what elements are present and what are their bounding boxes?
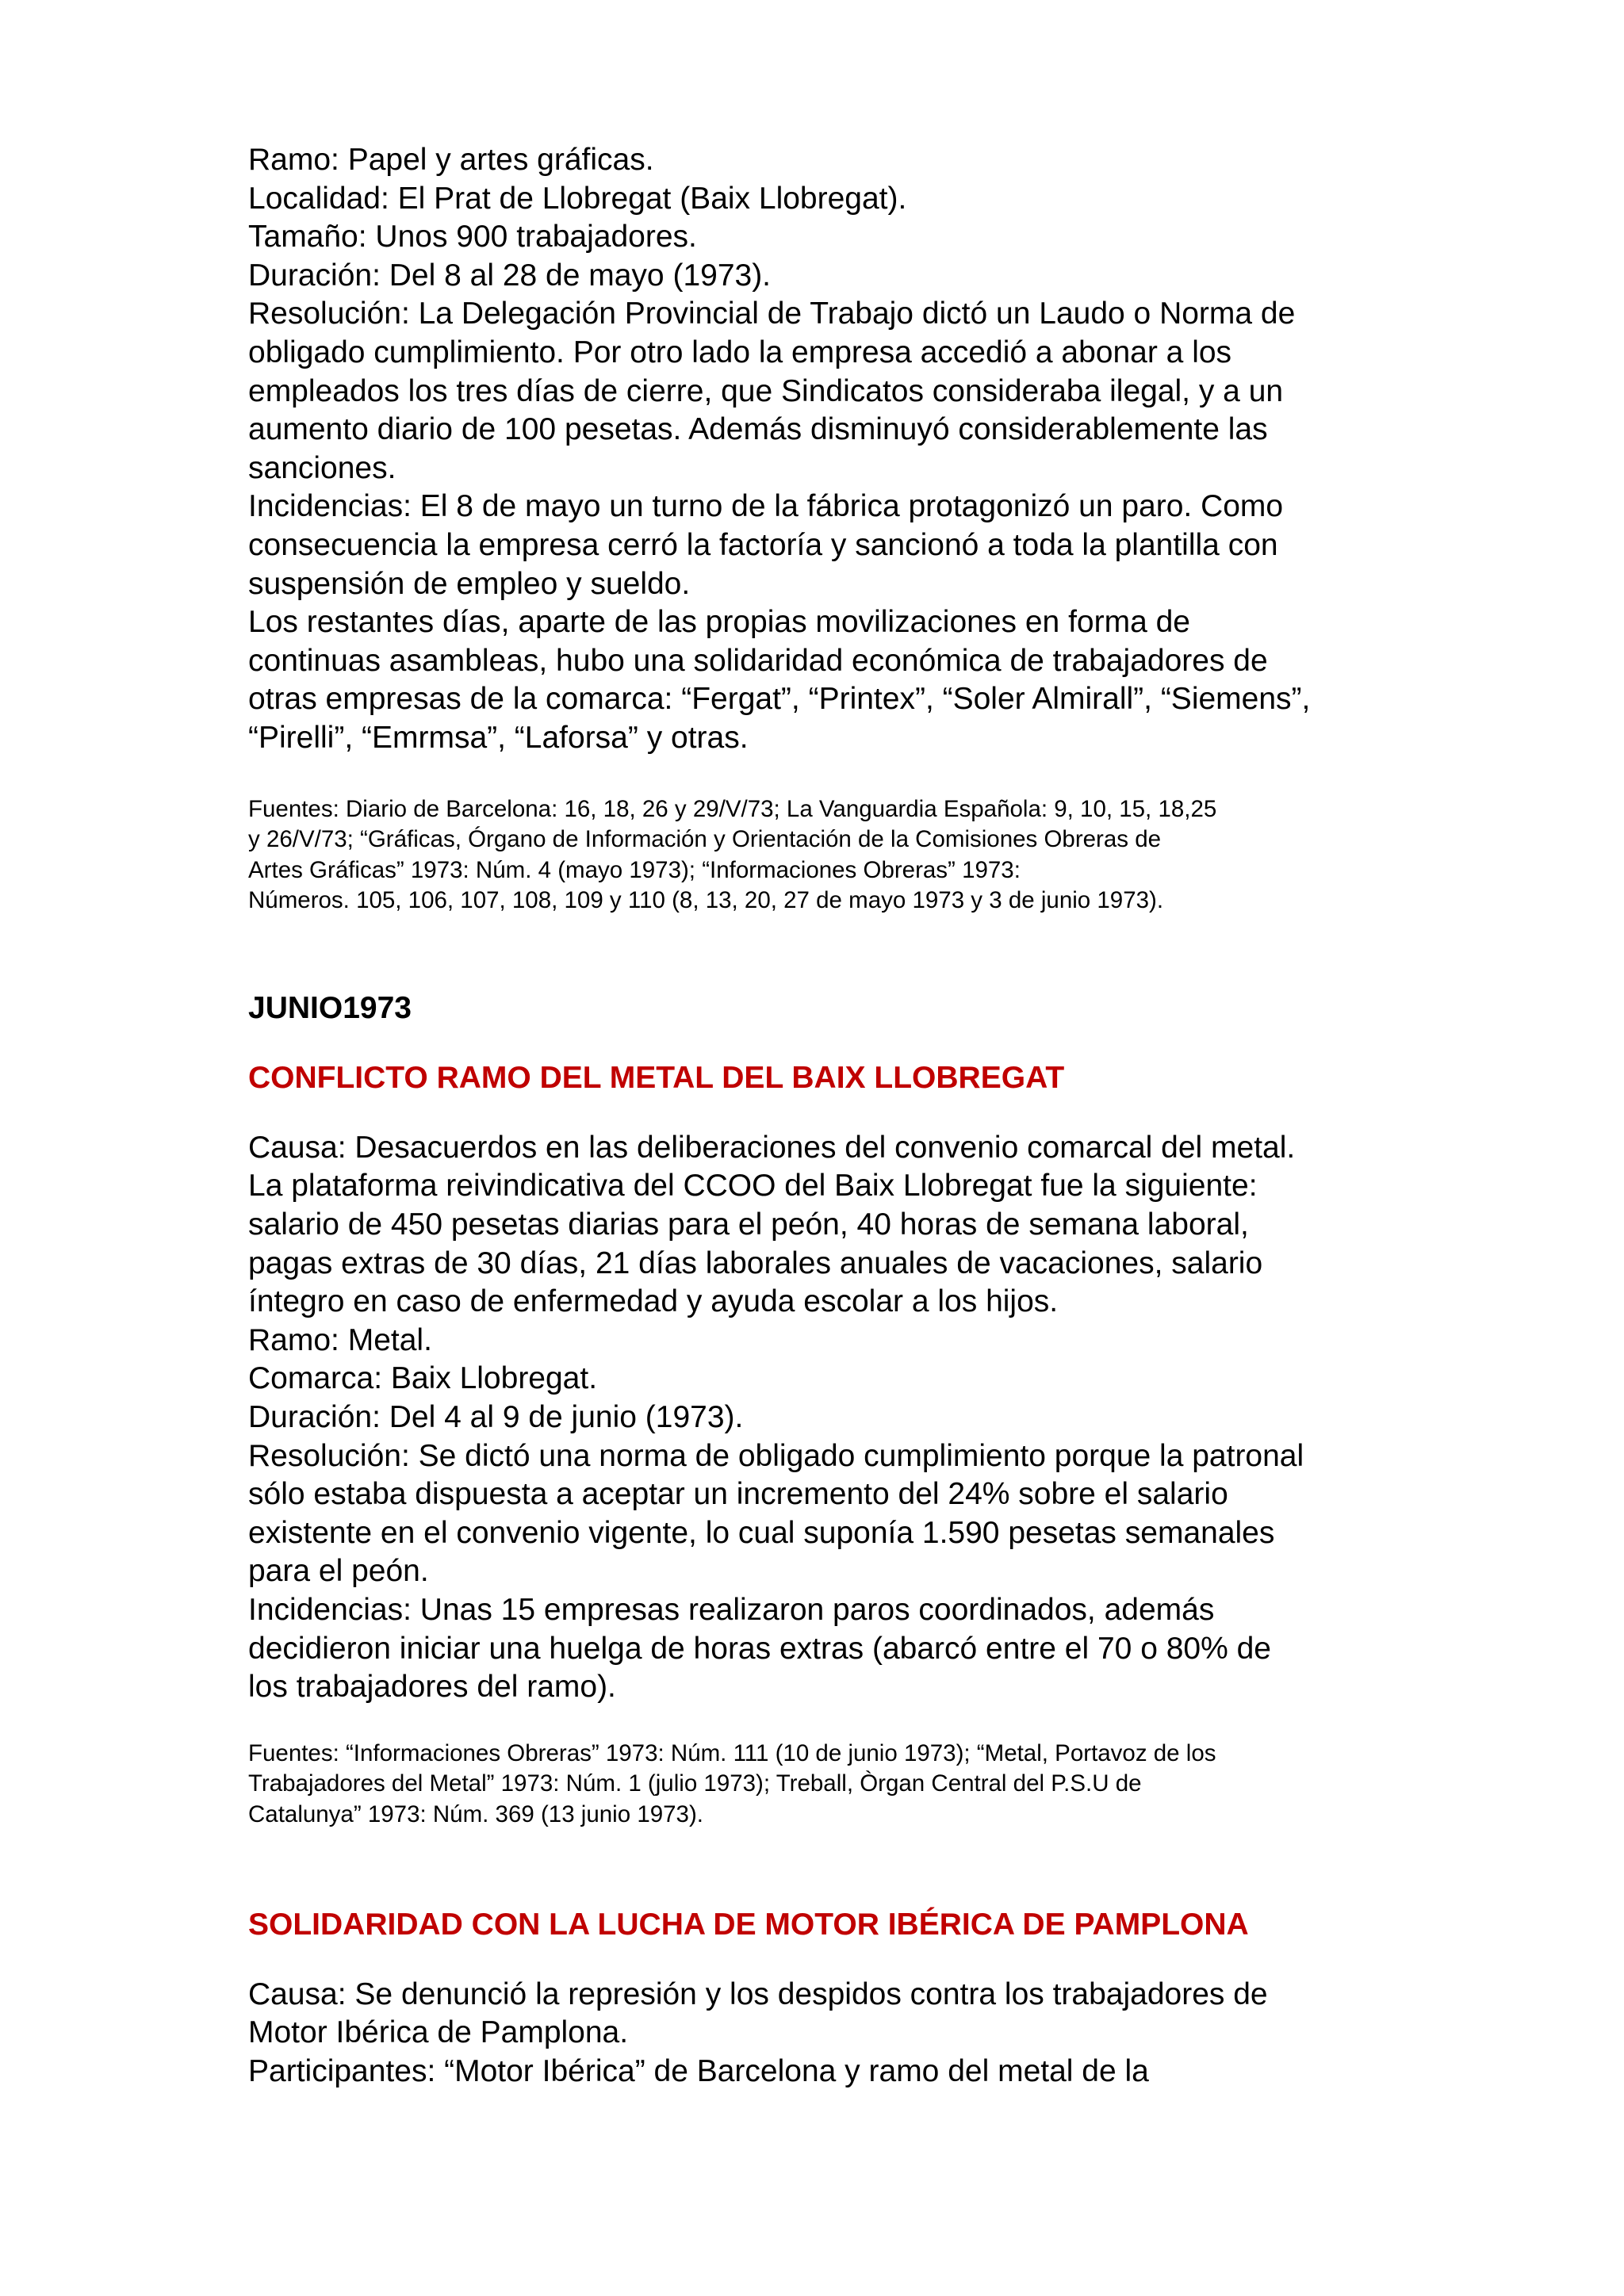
body-line: aumento diario de 100 pesetas. Además disminuyó considerablemente las: [248, 412, 1268, 447]
body-line: Incidencias: El 8 de mayo un turno de la fábrica protagonizó un paro. Como: [248, 489, 1284, 524]
section-title-metal: CONFLICTO RAMO DEL METAL DEL BAIX LLOBREGAT: [248, 1060, 1065, 1095]
body-line: Duración: Del 8 al 28 de mayo (1973).: [248, 258, 772, 293]
body-line: La plataforma reivindicativa del CCOO del Baix Llobregat fue la siguiente:: [248, 1169, 1258, 1203]
body-line: decidieron iniciar una huelga de horas extras (abarcó entre el 70 o 80% de: [248, 1631, 1271, 1666]
body-line: Causa: Se denunció la represión y los despidos contra los trabajadores de: [248, 1976, 1268, 2011]
sources-line: y 26/V/73; “Gráficas, Órgano de Información y Orientación de la Comisiones Obreras de: [248, 826, 1162, 853]
body-line: Resolución: Se dictó una norma de obligado cumplimiento porque la patronal: [248, 1438, 1304, 1473]
body-line: Incidencias: Unas 15 empresas realizaron paros coordinados, además: [248, 1593, 1215, 1627]
sources-metal: [248, 1739, 1398, 1831]
body-line: suspensión de empleo y sueldo.: [248, 566, 691, 601]
body-line: consecuencia la empresa cerró la factoría y sancionó a toda la plantilla con: [248, 527, 1278, 562]
body-line: Los restantes días, aparte de las propias movilizaciones en forma de: [248, 605, 1190, 640]
sources-line: Fuentes: Diario de Barcelona: 16, 18, 26 y 29/V/73; La Vanguardia Española: 9, 10, 15, 18,25: [248, 795, 1217, 822]
body-line: existente en el convenio vigente, lo cual suponía 1.590 pesetas semanales: [248, 1515, 1275, 1550]
body-line: íntegro en caso de enfermedad y ayuda escolar a los hijos.: [248, 1284, 1059, 1319]
body-line: para el peón.: [248, 1554, 429, 1589]
sources-papel: [248, 794, 1398, 916]
body-line: Motor Ibérica de Pamplona.: [248, 2015, 629, 2050]
sources-line: Artes Gráficas” 1973: Núm. 4 (mayo 1973); “Informaciones Obreras” 1973:: [248, 856, 1021, 883]
body-line: Causa: Desacuerdos en las deliberaciones del convenio comarcal del metal.: [248, 1130, 1296, 1165]
body-line: Ramo: Papel y artes gráficas.: [248, 143, 654, 177]
body-line: pagas extras de 30 días, 21 días laborales anuales de vacaciones, salario: [248, 1246, 1263, 1280]
document-page: [248, 141, 1398, 2091]
body-line: sanciones.: [248, 450, 396, 485]
section-title-motor-iberica: SOLIDARIDAD CON LA LUCHA DE MOTOR IBÉRICA DE PAMPLONA: [248, 1907, 1249, 1942]
body-line: los trabajadores del ramo).: [248, 1670, 616, 1705]
sources-line: Números. 105, 106, 107, 108, 109 y 110 (8, 13, 20, 27 de mayo 1973 y 3 de junio 1973).: [248, 887, 1164, 914]
body-line: continuas asambleas, hubo una solidaridad económica de trabajadores de: [248, 643, 1268, 678]
body-line: Resolución: La Delegación Provincial de Trabajo dictó un Laudo o Norma de: [248, 297, 1296, 331]
month-heading: JUNIO1973: [248, 990, 412, 1025]
body-line: Ramo: Metal.: [248, 1322, 432, 1357]
body-line: Tamaño: Unos 900 trabajadores.: [248, 220, 697, 254]
body-line: Duración: Del 4 al 9 de junio (1973).: [248, 1400, 744, 1435]
body-line: Localidad: El Prat de Llobregat (Baix Llobregat).: [248, 181, 907, 216]
sources-line: Catalunya” 1973: Núm. 369 (13 junio 1973).: [248, 1800, 703, 1827]
body-line: Comarca: Baix Llobregat.: [248, 1361, 598, 1396]
body-line: “Pirelli”, “Emrmsa”, “Laforsa” y otras.: [248, 720, 749, 755]
body-line: obligado cumplimiento. Por otro lado la empresa accedió a abonar a los: [248, 335, 1232, 369]
body-line: salario de 450 pesetas diarias para el peón, 40 horas de semana laboral,: [248, 1207, 1249, 1242]
body-line: Participantes: “Motor Ibérica” de Barcelona y ramo del metal de la: [248, 2053, 1149, 2088]
body-line: otras empresas de la comarca: “Fergat”, “Printex”, “Soler Almirall”, “Siemens”,: [248, 682, 1311, 717]
section-papel-body: [248, 141, 1398, 758]
sources-line: Fuentes: “Informaciones Obreras” 1973: Núm. 111 (10 de junio 1973); “Metal, Portavoz de los: [248, 1739, 1216, 1766]
section-metal-body: [248, 1129, 1398, 1707]
body-line: sólo estaba dispuesta a aceptar un incremento del 24% sobre el salario: [248, 1477, 1228, 1512]
section-motor-iberica-body: [248, 1976, 1398, 2091]
body-line: empleados los tres días de cierre, que Sindicatos consideraba ilegal, y a un: [248, 373, 1284, 408]
sources-line: Trabajadores del Metal” 1973: Núm. 1 (julio 1973); Treball, Òrgan Central del P.S.U de: [248, 1770, 1142, 1797]
